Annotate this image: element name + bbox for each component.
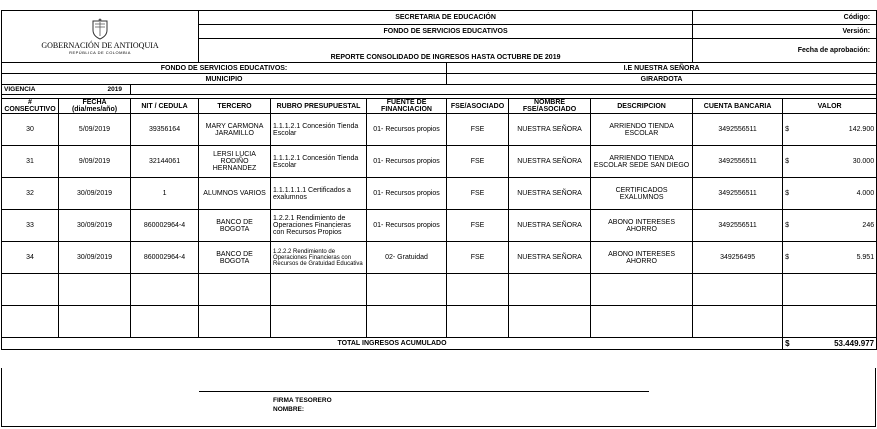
- version-label: Versión:: [693, 25, 877, 39]
- cell-fecha: 30/09/2019: [59, 242, 131, 274]
- empty-row: [2, 306, 877, 338]
- cell-descripcion: ABONO INTERESES AHORRO: [591, 242, 693, 274]
- cell-fuente: 02- Gratuidad: [367, 242, 447, 274]
- currency-symbol: $: [785, 126, 790, 133]
- col-nombre-fse: NOMBRE FSE/ASOCIADO: [509, 99, 591, 114]
- cell-tercero: LERSI LUCIA RODIÑO HERNANDEZ: [199, 146, 271, 178]
- cell-rubro: 1.1.1.2.1 Concesión Tienda Escolar: [271, 146, 367, 178]
- firma-label: FIRMA TESORERO: [273, 397, 332, 404]
- col-nit: NIT / CEDULA: [131, 99, 199, 114]
- cell-valor: [783, 242, 877, 274]
- currency-symbol: $: [785, 254, 790, 261]
- col-consecutivo: # CONSECUTIVO: [2, 99, 59, 114]
- fondo-label: FONDO DE SERVICIOS EDUCATIVOS:: [2, 63, 447, 74]
- signature-line: [199, 391, 649, 392]
- cell-consecutivo: 31: [2, 146, 59, 178]
- municipio-value: GIRARDOTA: [447, 74, 877, 85]
- fecha-aprobacion-label: Fecha de aprobación:: [693, 39, 877, 63]
- fondo-value: I.E NUESTRA SEÑORA: [447, 63, 877, 74]
- logo-cell: [2, 11, 199, 63]
- cell-fecha: 30/09/2019: [59, 178, 131, 210]
- cell-descripcion: CERTIFICADOS EXALUMNOS: [591, 178, 693, 210]
- col-descripcion: DESCRIPCION: [591, 99, 693, 114]
- cell-fse: FSE: [447, 146, 509, 178]
- cell-rubro: 1.2.2.2 Rendimiento de Operaciones Financieras con Recursos de Gratuidad Educativa: [271, 242, 367, 274]
- nombre-label: NOMBRE:: [273, 406, 305, 413]
- cell-fuente: 01- Recursos propios: [367, 210, 447, 242]
- report-table: [1, 10, 877, 350]
- total-value-cell: [783, 338, 877, 350]
- table-row: [2, 242, 877, 274]
- col-fecha: FECHA (dia/mes/año): [59, 99, 131, 114]
- currency-symbol: $: [785, 190, 790, 197]
- signature-block: [273, 396, 332, 414]
- amount: 246: [862, 222, 875, 229]
- cell-tercero: BANCO DE BOGOTA: [199, 210, 271, 242]
- cell-fuente: 01- Recursos propios: [367, 178, 447, 210]
- cell-cuenta: 349256495: [693, 242, 783, 274]
- col-fuente: FUENTE DE FINANCIACION: [367, 99, 447, 114]
- table-row: [2, 146, 877, 178]
- col-valor: VALOR: [783, 99, 877, 114]
- cell-tercero: ALUMNOS VARIOS: [199, 178, 271, 210]
- title-fondo: FONDO DE SERVICIOS EDUCATIVOS: [199, 25, 693, 39]
- cell-descripcion: ARRIENDO TIENDA ESCOLAR: [591, 114, 693, 146]
- cell-valor: [783, 146, 877, 178]
- cell-nombre-fse: NUESTRA SEÑORA: [509, 210, 591, 242]
- total-row: [2, 338, 877, 350]
- cell-descripcion: ARRIENDO TIENDA ESCOLAR SEDE SAN DIEGO: [591, 146, 693, 178]
- cell-nit: 860002964-4: [131, 210, 199, 242]
- amount: 5.951: [856, 254, 875, 261]
- cell-rubro: 1.2.2.1 Rendimiento de Operaciones Financieras con Recursos Propios: [271, 210, 367, 242]
- currency-symbol: $: [785, 158, 790, 165]
- cell-rubro: 1.1.1.1.1.1 Certificados a exalumnos: [271, 178, 367, 210]
- cell-consecutivo: 33: [2, 210, 59, 242]
- cell-descripcion: ABONO INTERESES AHORRO: [591, 210, 693, 242]
- col-fse: FSE/ASOCIADO: [447, 99, 509, 114]
- logo-subtext: REPÚBLICA DE COLOMBIA: [69, 50, 131, 55]
- cell-fecha: 9/09/2019: [59, 146, 131, 178]
- total-amount: 53.449.977: [834, 339, 875, 348]
- cell-fecha: 5/09/2019: [59, 114, 131, 146]
- vigencia-label: VIGENCIA: [2, 85, 59, 95]
- gobernacion-logo: [4, 18, 196, 55]
- amount: 142.900: [848, 126, 875, 133]
- cell-nit: 1: [131, 178, 199, 210]
- currency-symbol: $: [785, 222, 790, 229]
- amount: 30.000: [852, 158, 875, 165]
- cell-fecha: 30/09/2019: [59, 210, 131, 242]
- cell-fuente: 01- Recursos propios: [367, 146, 447, 178]
- col-tercero: TERCERO: [199, 99, 271, 114]
- cell-rubro: 1.1.1.2.1 Concesión Tienda Escolar: [271, 114, 367, 146]
- cell-fuente: 01- Recursos propios: [367, 114, 447, 146]
- empty-row: [2, 274, 877, 306]
- codigo-label: Código:: [693, 11, 877, 25]
- cell-nit: 860002964-4: [131, 242, 199, 274]
- cell-valor: [783, 114, 877, 146]
- title-secretaria: SECRETARIA DE EDUCACIÓN: [199, 11, 693, 25]
- cell-consecutivo: 34: [2, 242, 59, 274]
- footer-box: [1, 368, 876, 427]
- cell-nombre-fse: NUESTRA SEÑORA: [509, 114, 591, 146]
- table-row: [2, 178, 877, 210]
- cell-cuenta: 3492556511: [693, 146, 783, 178]
- cell-tercero: BANCO DE BOGOTA: [199, 242, 271, 274]
- col-cuenta: CUENTA BANCARIA: [693, 99, 783, 114]
- cell-fse: FSE: [447, 114, 509, 146]
- cell-cuenta: 3492556511: [693, 114, 783, 146]
- vigencia-value: 2019: [59, 85, 131, 95]
- total-currency: $: [785, 339, 790, 348]
- cell-fse: FSE: [447, 242, 509, 274]
- cell-nombre-fse: NUESTRA SEÑORA: [509, 242, 591, 274]
- cell-consecutivo: 30: [2, 114, 59, 146]
- column-headers: [2, 99, 877, 114]
- table-row: [2, 210, 877, 242]
- cell-cuenta: 3492556511: [693, 210, 783, 242]
- coat-of-arms-icon: [90, 18, 110, 40]
- table-row: [2, 114, 877, 146]
- title-reporte: REPORTE CONSOLIDADO DE INGRESOS HASTA OCTUBRE DE 2019: [199, 39, 693, 63]
- cell-fse: FSE: [447, 178, 509, 210]
- cell-nombre-fse: NUESTRA SEÑORA: [509, 146, 591, 178]
- municipio-label: MUNICIPIO: [2, 74, 447, 85]
- cell-cuenta: 3492556511: [693, 178, 783, 210]
- cell-valor: [783, 210, 877, 242]
- total-label: TOTAL INGRESOS ACUMULADO: [2, 338, 783, 350]
- cell-fse: FSE: [447, 210, 509, 242]
- cell-consecutivo: 32: [2, 178, 59, 210]
- col-rubro: RUBRO PRESUPUESTAL: [271, 99, 367, 114]
- cell-tercero: MARY CARMONA JARAMILLO: [199, 114, 271, 146]
- cell-valor: [783, 178, 877, 210]
- logo-text: GOBERNACIÓN DE ANTIOQUIA: [41, 41, 159, 50]
- cell-nit: 39356164: [131, 114, 199, 146]
- cell-nit: 32144061: [131, 146, 199, 178]
- cell-nombre-fse: NUESTRA SEÑORA: [509, 178, 591, 210]
- amount: 4.000: [856, 190, 875, 197]
